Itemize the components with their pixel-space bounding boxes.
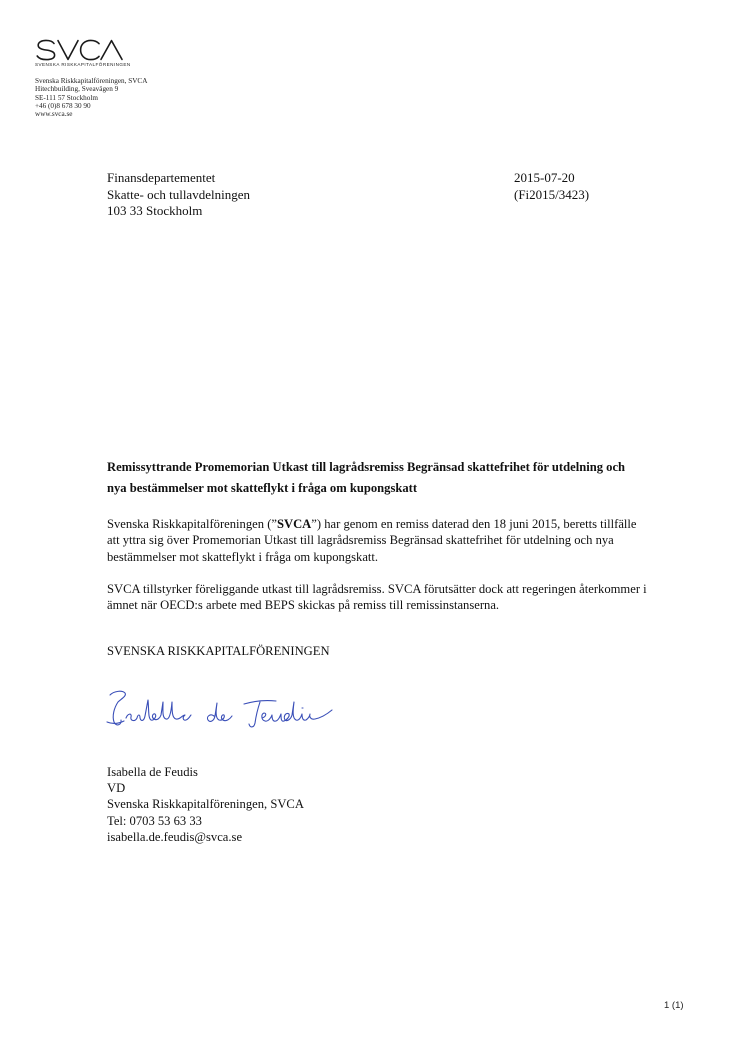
sender-line: SE-111 57 Stockholm <box>35 93 98 102</box>
contact-title: VD <box>107 781 126 796</box>
sender-line: Svenska Riskkapitalföreningen, SVCA <box>35 77 148 85</box>
body-paragraph-2: SVCA tillstyrker föreliggande utkast till lagrådsremiss. SVCA förutsätter dock att regeringen återkommer i ämnet när OECD:s arbete med BEPS skickas på remiss till remissinstanserna. <box>107 582 647 613</box>
p1-bold-abbrev: SVCA <box>276 517 312 531</box>
recipient-line: Skatte- och tullavdelningen <box>107 186 250 202</box>
p1-text-start: Svenska Riskkapitalföreningen (” <box>107 517 277 531</box>
p1-text-end: ”) har genom en remiss daterad den 18 juni 2015, beretts tillfälle att yttra sig över Promemorian Utkast till lagrådsremiss Begränsad skattefrihet för utdelning och nya bestämmelser mot skatteflykt i fråga om kupongskatt. <box>107 517 637 564</box>
page-number: 1 (1) <box>664 1000 684 1011</box>
sender-address <box>35 77 147 118</box>
logo-tagline: SVENSKA RISKKAPITALFÖRENINGEN <box>35 62 131 67</box>
recipient-address <box>107 170 250 220</box>
sender-line: Hitechbuilding, Sveavägen 9 <box>35 85 119 94</box>
body-paragraph-1 <box>107 516 652 565</box>
handwritten-signature <box>104 688 354 734</box>
organization-name: SVENSKA RISKKAPITALFÖRENINGEN <box>107 644 330 658</box>
sender-line: +46 (0)8 678 30 90 <box>35 101 91 110</box>
letter-meta <box>514 170 589 203</box>
contact-phone: Tel: 0703 53 63 33 <box>107 813 202 828</box>
letter-subject: Remissyttrande Promemorian Utkast till lagrådsremiss Begränsad skattefrihet för utdelning och nya bestämmelser mot skatteflykt i fråga om kupongskatt <box>107 460 626 495</box>
letter-date: 2015-07-20 <box>514 170 575 185</box>
contact-organization: Svenska Riskkapitalföreningen, SVCA <box>107 797 304 812</box>
svca-wordmark-logo <box>35 38 135 62</box>
svca-logo <box>35 38 145 67</box>
recipient-line: Finansdepartementet <box>107 170 216 185</box>
recipient-line: 103 33 Stockholm <box>107 203 203 218</box>
contact-name: Isabella de Feudis <box>107 765 198 779</box>
reference-number: (Fi2015/3423) <box>514 186 590 202</box>
contact-block <box>107 764 304 845</box>
sender-website: www.svca.se <box>35 110 73 119</box>
contact-email[interactable]: isabella.de.feudis@svca.se <box>107 829 243 844</box>
